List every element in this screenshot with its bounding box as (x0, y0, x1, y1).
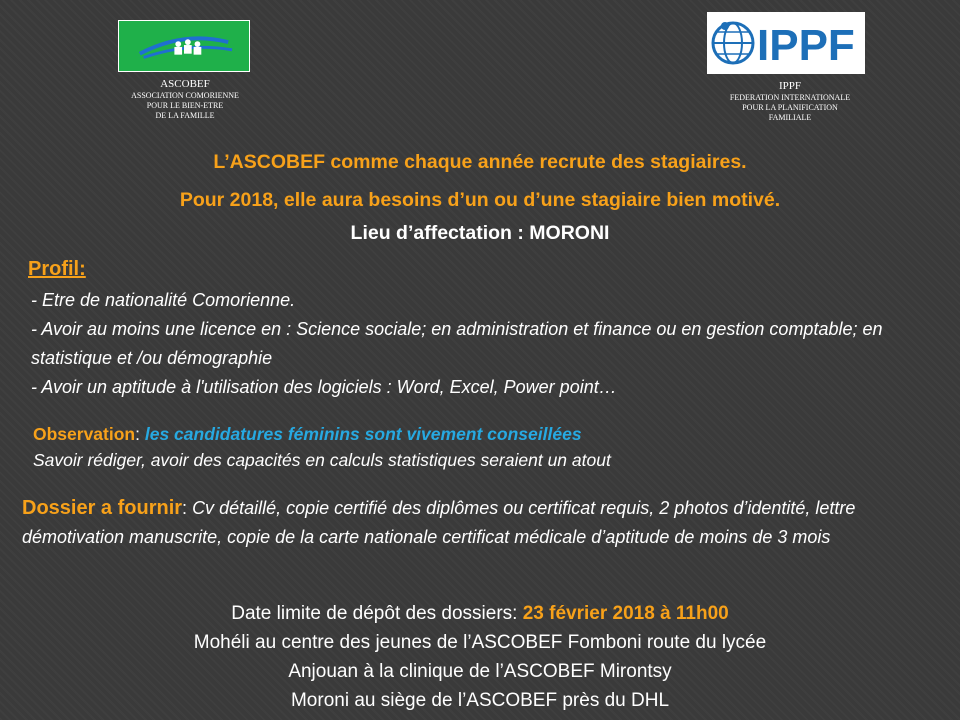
dossier-separator: : (182, 498, 193, 518)
observation-line2: Savoir rédiger, avoir des capacités en calculs statistiques seraient un atout (33, 450, 611, 470)
dossier-label: Dossier a fournir (22, 497, 183, 519)
profil-list (31, 286, 946, 402)
profil-title: Profil: (28, 258, 86, 280)
dossier-text: Cv détaillé, copie certifié des diplômes ou certificat requis, 2 photos d’identité, lettre démotivation manuscrite, copie de la carte nationale certificat médicale d’aptitude de moins de 3 mois (22, 498, 856, 547)
ippf-logo-icon (707, 12, 865, 74)
ippf-logo-text: IPPF (757, 21, 855, 70)
deadline-line (0, 599, 960, 628)
profil-item: - Avoir un aptitude à l'utilisation des logiciels : Word, Excel, Power point… (31, 377, 617, 397)
observation-line1 (33, 421, 933, 447)
ascobef-caption-line1: ASSOCIATION COMORIENNE (131, 91, 239, 100)
profil-item: - Avoir au moins une licence en : Science sociale; en administration et finance ou en gestion comptable; en statistique et /ou démographie (31, 319, 883, 368)
headline-line2: Pour 2018, elle aura besoins d’un ou d’une stagiaire bien motivé. (179, 189, 781, 211)
dossier-block (22, 494, 942, 552)
location-moheli: Mohéli au centre des jeunes de l’ASCOBEF Fomboni route du lycée (193, 632, 767, 653)
deadline-date: 23 février 2018 à 11h00 (522, 603, 729, 624)
deadline-prefix: Date limite de dépôt des dossiers: (231, 603, 523, 624)
location-anjouan: Anjouan à la clinique de l’ASCOBEF Mirontsy (288, 661, 672, 682)
observation-separator: : (135, 424, 145, 444)
ascobef-caption-title: ASCOBEF (160, 78, 210, 90)
ippf-caption-title: IPPF (778, 80, 802, 92)
observation-label: Observation (33, 424, 136, 444)
ascobef-caption (100, 78, 270, 121)
ippf-caption (705, 80, 875, 123)
footer-block (0, 599, 960, 715)
ascobef-logo-icon (119, 21, 249, 71)
ippf-caption-line3: FAMILIALE (768, 113, 812, 122)
ascobef-caption-line3: DE LA FAMILLE (155, 111, 215, 120)
observation-block (33, 421, 933, 473)
observation-highlight: les candidatures féminins sont vivement conseillées (144, 424, 582, 444)
profil-item: - Etre de nationalité Comorienne. (31, 290, 296, 310)
headline-location: Lieu d’affectation : MORONI (350, 222, 610, 244)
ippf-logo (707, 12, 865, 74)
ascobef-caption-line2: POUR LE BIEN-ETRE (146, 101, 224, 110)
ippf-caption-line1: FEDERATION INTERNATIONALE (729, 93, 851, 102)
ascobef-logo (118, 20, 250, 72)
location-moroni: Moroni au siège de l’ASCOBEF près du DHL (290, 690, 670, 711)
headline-line1: L’ASCOBEF comme chaque année recrute des stagiaires. (213, 151, 747, 173)
ippf-caption-line2: POUR LA PLANIFICATION (742, 103, 838, 112)
